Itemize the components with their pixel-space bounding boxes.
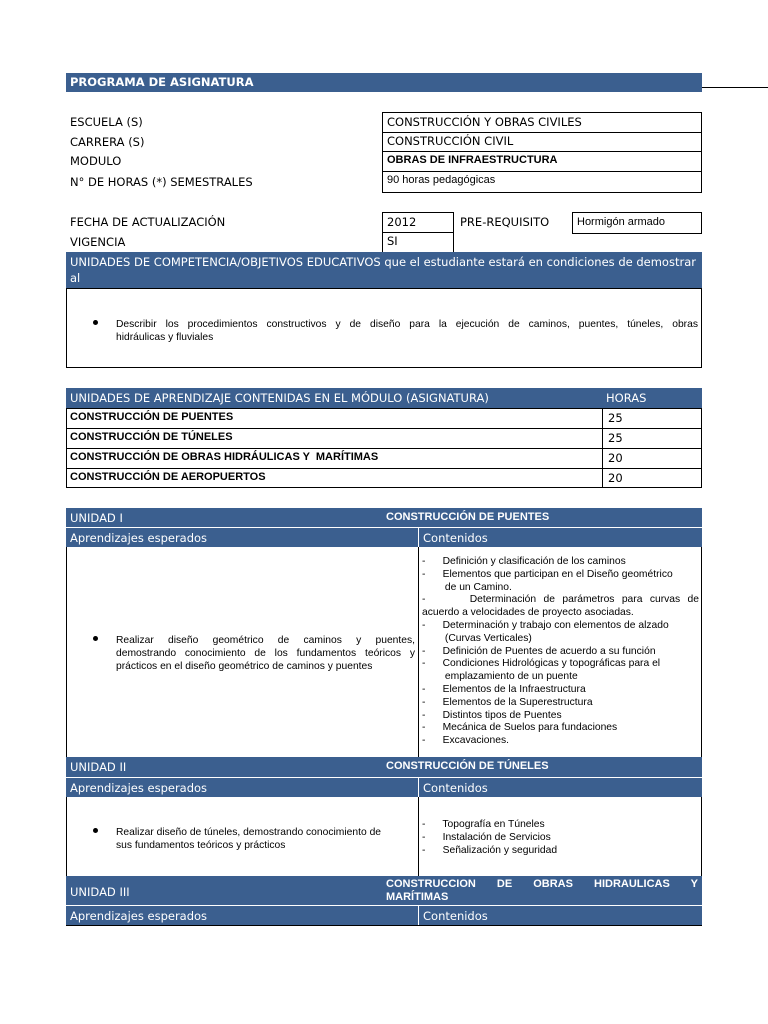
contenido-item: - Topografía en Túneles (422, 819, 545, 830)
competencias-bullet-text (116, 318, 698, 344)
bullet-dot (93, 828, 98, 833)
unidad1-subheader-divider (418, 528, 419, 548)
contenido-item: - Mecánica de Suelos para fundaciones (422, 722, 618, 734)
contenido-item: - Distintos tipos de Puentes (422, 709, 562, 721)
contenido-item: de un Camino. (422, 581, 512, 593)
contenido-item: - Definición y clasificación de los caminos (422, 556, 626, 567)
competencias-header (66, 252, 702, 301)
competencias-bullet-line1: Describir los procedimientos constructivos y de diseño para la ejecución de caminos, puentes, túneles, obras (116, 319, 698, 330)
unidad2-aprendizaje-line2: sus fundamentos teóricos y prácticos (116, 840, 286, 851)
contenido-item: - Determinación de parámetros para curvas de (422, 594, 699, 606)
unidad3-subheader-divider (418, 906, 419, 926)
carrera-label: CARRERA (S) (70, 135, 145, 149)
contenido-item: - Elementos que participan en el Diseño geométrico (422, 568, 673, 580)
unidad2-col-left: Aprendizajes esperados (70, 781, 208, 795)
unidad1-subheader (66, 527, 702, 547)
unidad1-col-right: Contenidos (423, 531, 488, 545)
unidades-row-hours: 20 (608, 451, 623, 465)
prereq-value: Hormigón armado (577, 216, 666, 228)
unidad3-bottom-rule (66, 925, 702, 926)
unidad1-col-divider (418, 547, 419, 757)
unidad2-subheader-divider (418, 778, 419, 798)
unidades-row-hours: 20 (608, 471, 623, 485)
contenido-item: emplazamiento de un puente (422, 671, 578, 683)
unidad1-title: CONSTRUCCIÓN DE PUENTES (386, 511, 550, 523)
unidad2-title: CONSTRUCCIÓN DE TÚNELES (386, 760, 549, 772)
unidad1-aprendizaje-line1: Realizar diseño geométrico de caminos y puentes, (116, 635, 415, 646)
unidades-table-header (66, 388, 702, 408)
unidad3-col-left: Aprendizajes esperados (70, 909, 208, 923)
vigencia-value-box (382, 232, 454, 253)
unidades-row-name: CONSTRUCCIÓN DE OBRAS HIDRÁULICAS Y MARÍTIMAS (70, 451, 379, 463)
unidad2-aprendizaje-line1: Realizar diseño de túneles, demostrando conocimiento de (116, 827, 382, 838)
unidades-row-name: CONSTRUCCIÓN DE TÚNELES (70, 431, 233, 443)
contenido-item: - Señalización y seguridad (422, 844, 558, 856)
unidad2-header (66, 757, 702, 777)
unidad3-title-line1: CONSTRUCCION DE OBRAS HIDRAULICAS Y (386, 878, 698, 890)
carrera-value: CONSTRUCCIÓN CIVIL (387, 134, 514, 148)
unidad2-body (66, 797, 702, 876)
modulo-value: OBRAS DE INFRAESTRUCTURA (387, 154, 558, 166)
unidad2-col-divider (418, 797, 419, 876)
unidad1-header (66, 508, 702, 527)
unidad1-col-left: Aprendizajes esperados (70, 531, 208, 545)
prereq-label: PRE-REQUISITO (460, 215, 550, 229)
contenido-item: - Determinación y trabajo con elementos de alzado (422, 619, 669, 631)
competencias-body (66, 288, 702, 368)
competencias-title-line1: UNIDADES DE COMPETENCIA/OBJETIVOS EDUCATIVOS que el estudiante estará en condiciones de demostrar al (70, 255, 696, 285)
fecha-value-box (382, 212, 454, 233)
competencias-title-line2: finalizar el curso: (70, 287, 169, 301)
modulo-value-box (382, 151, 702, 172)
unidades-header-hours: HORAS (606, 391, 647, 405)
unidades-row-name: CONSTRUCCIÓN DE PUENTES (70, 411, 234, 423)
unidad3-subheader (66, 905, 702, 925)
unidad3-col-right: Contenidos (423, 909, 488, 923)
unidades-header-name: UNIDADES DE APRENDIZAJE CONTENIDAS EN EL MÓDULO (ASIGNATURA) (70, 391, 489, 405)
unidades-row-divider (67, 448, 702, 449)
contenido-item: - Condiciones Hidrológicas y topográficas para el (422, 658, 661, 670)
fecha-value: 2012 (387, 215, 417, 229)
unidad3-header (66, 876, 702, 905)
unidades-row-divider (67, 468, 702, 469)
unidad1-body (66, 547, 702, 757)
prereq-value-box (572, 212, 702, 234)
vigencia-value: SI (387, 234, 398, 248)
unidad3-title-line2: MARÍTIMAS (386, 891, 449, 903)
horas-label: N° DE HORAS (*) SEMESTRALES (70, 175, 253, 189)
contenido-item: - Instalación de Servicios (422, 831, 551, 843)
unidad3-title (386, 878, 698, 904)
unidad2-contenidos (422, 819, 699, 857)
escuela-label: ESCUELA (S) (70, 115, 143, 129)
unidades-row-hours: 25 (608, 411, 623, 425)
unidades-row-hours: 25 (608, 431, 623, 445)
unidad1-contenidos (422, 556, 699, 748)
unidad2-aprendizaje (116, 826, 415, 852)
contenido-item: - Elementos de la Superestructura (422, 696, 593, 708)
bullet-dot (93, 320, 98, 325)
contenido-item: (Curvas Verticales) (422, 632, 532, 644)
vigencia-label: VIGENCIA (70, 235, 126, 249)
contenido-item: - Excavaciones. (422, 735, 509, 747)
carrera-value-box (382, 132, 702, 152)
escuela-value: CONSTRUCCIÓN Y OBRAS CIVILES (387, 115, 582, 129)
program-header-bar (66, 73, 702, 92)
unidad1-aprendizaje (116, 634, 415, 673)
unidad2-col-right: Contenidos (423, 781, 488, 795)
unidad1-aprendizaje-line3: prácticos en el diseño geométrico de caminos y puentes (116, 661, 373, 672)
contenido-item: - Definición de Puentes de acuerdo a su función (422, 645, 656, 657)
fecha-label: FECHA DE ACTUALIZACIÓN (70, 215, 226, 229)
competencias-bullet-line2: hidráulicas y fluviales (116, 332, 214, 343)
unidad3-label: UNIDAD III (70, 885, 130, 899)
contenido-item: acuerdo a velocidades de proyecto asociadas. (422, 607, 634, 619)
unidades-row-divider (67, 428, 702, 429)
unidad2-subheader (66, 777, 702, 797)
escuela-value-box (382, 112, 702, 133)
bullet-dot (93, 636, 98, 641)
program-title: PROGRAMA DE ASIGNATURA (70, 75, 254, 89)
horas-value: 90 horas pedagógicas (387, 174, 496, 186)
contenido-item: - Elementos de la Infraestructura (422, 683, 586, 695)
horas-value-box (382, 171, 702, 193)
modulo-label: MODULO (70, 154, 122, 168)
header-rule (702, 87, 768, 88)
unidad1-aprendizaje-line2: demostrando conocimiento de los fundamentos teóricos y (116, 648, 415, 659)
unidad1-label: UNIDAD I (70, 511, 123, 525)
unidades-row-name: CONSTRUCCIÓN DE AEROPUERTOS (70, 471, 266, 483)
unidades-table-body (66, 408, 702, 488)
unidad2-label: UNIDAD II (70, 760, 127, 774)
